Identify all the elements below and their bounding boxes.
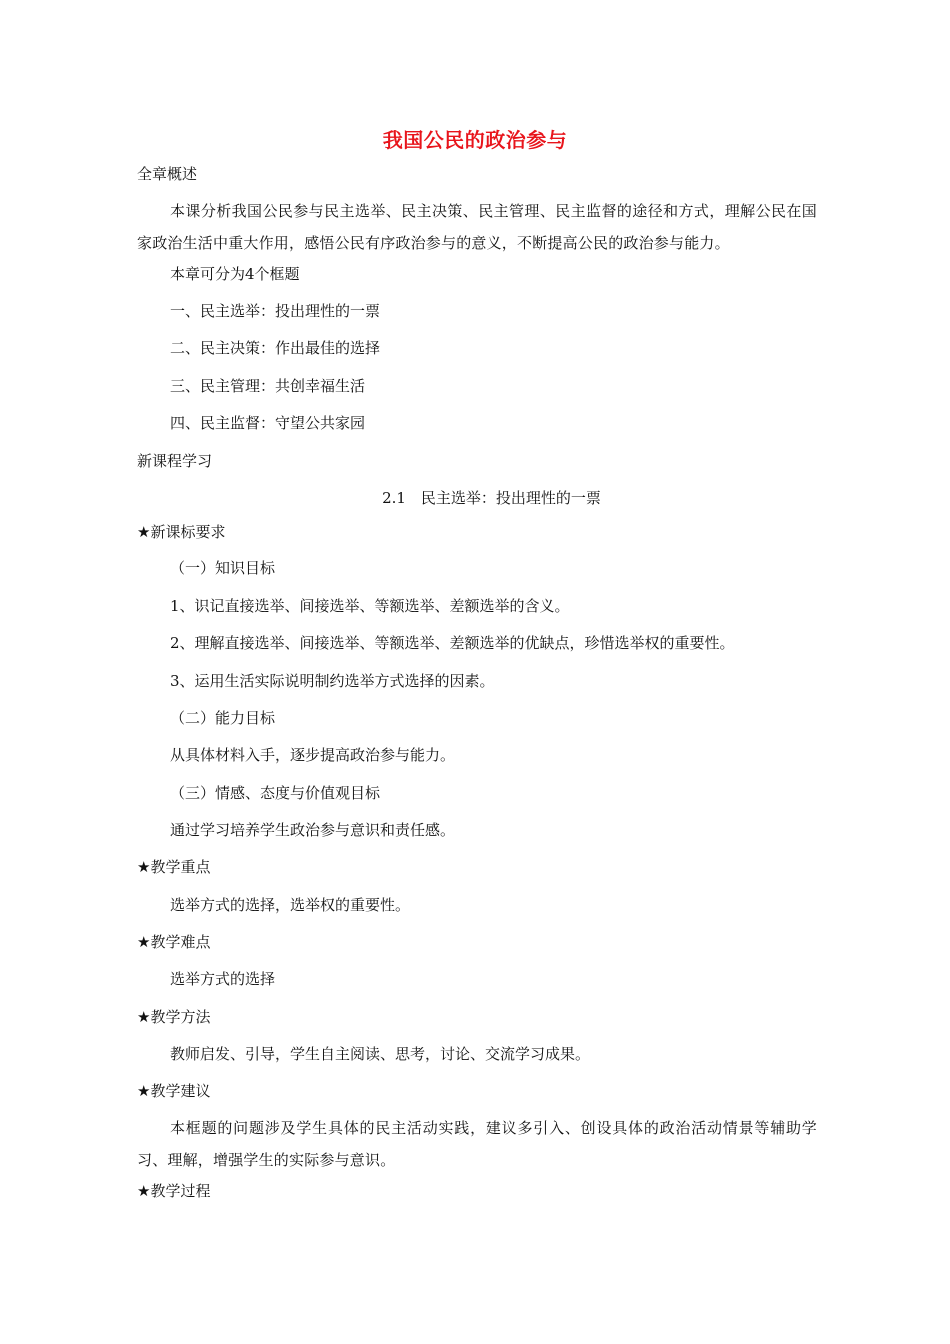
difficulties-heading xyxy=(137,932,210,952)
knowledge-heading: （一）知识目标 xyxy=(170,559,276,577)
star-icon: ★ xyxy=(137,1082,151,1100)
suggestions-heading-label: 教学建议 xyxy=(150,1082,211,1100)
standards-heading xyxy=(137,522,225,542)
overview-heading: 全章概述 xyxy=(137,165,198,183)
star-icon: ★ xyxy=(137,523,151,541)
knowledge-item: 2、理解直接选举、间接选举、等额选举、差额选举的优缺点，珍惜选举权的重要性。 xyxy=(170,634,735,652)
new-course-heading: 新课程学习 xyxy=(137,452,213,470)
division-item: 四、民主监督：守望公共家园 xyxy=(170,414,366,432)
knowledge-item: 1、识记直接选举、间接选举、等额选举、差额选举的含义。 xyxy=(170,597,570,615)
suggestions-heading xyxy=(137,1081,210,1101)
key-points-heading xyxy=(137,857,210,877)
process-heading xyxy=(137,1181,210,1201)
key-points-text: 选举方式的选择，选举权的重要性。 xyxy=(170,896,411,914)
divisions-intro: 本章可分为4个框题 xyxy=(170,265,300,283)
ability-text: 从具体材料入手，逐步提高政治参与能力。 xyxy=(170,746,456,764)
methods-text: 教师启发、引导，学生自主阅读、思考，讨论、交流学习成果。 xyxy=(170,1045,591,1063)
division-item: 一、民主选举：投出理性的一票 xyxy=(170,302,381,320)
ability-heading: （二）能力目标 xyxy=(170,709,276,727)
methods-heading xyxy=(137,1007,210,1027)
section-title: 2.1 民主选举：投出理性的一票 xyxy=(382,489,601,507)
emotion-text: 通过学习培养学生政治参与意识和责任感。 xyxy=(170,821,456,839)
process-heading-label: 教学过程 xyxy=(150,1182,211,1200)
difficulties-text: 选举方式的选择 xyxy=(170,970,276,988)
emotion-heading: （三）情感、态度与价值观目标 xyxy=(170,784,381,802)
standards-heading-label: 新课标要求 xyxy=(150,523,226,541)
key-points-heading-label: 教学重点 xyxy=(150,858,211,876)
methods-heading-label: 教学方法 xyxy=(150,1008,211,1026)
overview-paragraph: 本课分析我国公民参与民主选举、民主决策、民主管理、民主监督的途径和方式，理解公民在国家政治生活中重大作用，感悟公民有序政治参与的意义，不断提高公民的政治参与能力。 xyxy=(137,202,817,252)
division-item: 二、民主决策：作出最佳的选择 xyxy=(170,339,381,357)
knowledge-item: 3、运用生活实际说明制约选举方式选择的因素。 xyxy=(170,672,495,690)
star-icon: ★ xyxy=(137,933,151,951)
star-icon: ★ xyxy=(137,858,151,876)
star-icon: ★ xyxy=(137,1008,151,1026)
star-icon: ★ xyxy=(137,1182,151,1200)
document-title: 我国公民的政治参与 xyxy=(382,128,568,152)
division-item: 三、民主管理：共创幸福生活 xyxy=(170,377,366,395)
suggestions-paragraph: 本框题的问题涉及学生具体的民主活动实践，建议多引入、创设具体的政治活动情景等辅助学习、理解，增强学生的实际参与意识。 xyxy=(137,1119,817,1169)
difficulties-heading-label: 教学难点 xyxy=(150,933,211,951)
